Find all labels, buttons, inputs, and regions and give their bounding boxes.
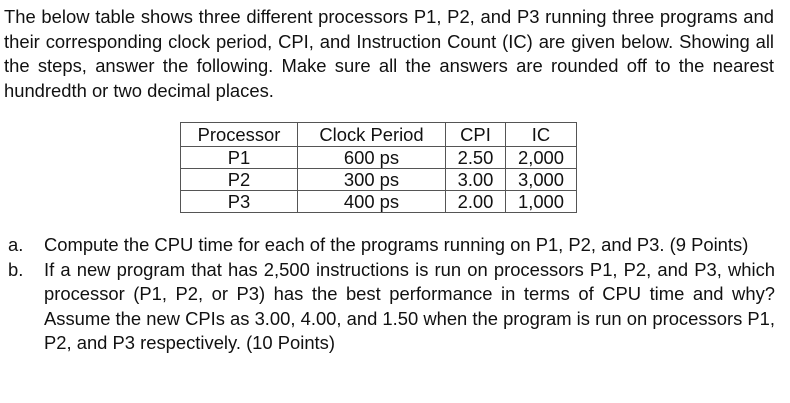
header-processor: Processor [181, 123, 298, 147]
header-clock-period: Clock Period [298, 123, 446, 147]
table-row [181, 147, 577, 169]
cell-clock-period: 300 ps [298, 169, 446, 191]
cell-cpi: 3.00 [446, 169, 506, 191]
question-text: Compute the CPU time for each of the programs running on P1, P2, and P3. (9 Points) [44, 234, 749, 255]
processor-table [180, 122, 577, 213]
cell-ic: 1,000 [506, 191, 577, 213]
question-marker: a. [8, 234, 24, 255]
table-row [181, 169, 577, 191]
question-b [8, 258, 775, 356]
cell-processor: P2 [181, 169, 298, 191]
question-a [8, 233, 775, 258]
question-list [8, 233, 775, 356]
cell-processor: P3 [181, 191, 298, 213]
cell-clock-period: 600 ps [298, 147, 446, 169]
table-header-row [181, 123, 577, 147]
cell-cpi: 2.00 [446, 191, 506, 213]
intro-paragraph: The below table shows three different processors P1, P2, and P3 running three programs and their corresponding clock period, CPI, and Instruction Count (IC) are given below. Showing all the steps, answer the following. Make sure all the answers are rounded off to the nearest hundredth or two decimal places. [4, 6, 774, 101]
table-row [181, 191, 577, 213]
cell-cpi: 2.50 [446, 147, 506, 169]
header-ic: IC [506, 123, 577, 147]
header-cpi: CPI [446, 123, 506, 147]
question-marker: b. [8, 258, 24, 280]
question-text: If a new program that has 2,500 instructions is run on processors P1, P2, and P3, which processor (P1, P2, or P3) has the best performance in terms of CPU time and why? Assume the new CPIs as 3.00, 4.00, and 1.50 when the program is run on processors P1, P2, and P3 respectively. (10 Points) [44, 258, 775, 353]
cell-clock-period: 400 ps [298, 191, 446, 213]
cell-ic: 2,000 [506, 147, 577, 169]
cell-ic: 3,000 [506, 169, 577, 191]
cell-processor: P1 [181, 147, 298, 169]
